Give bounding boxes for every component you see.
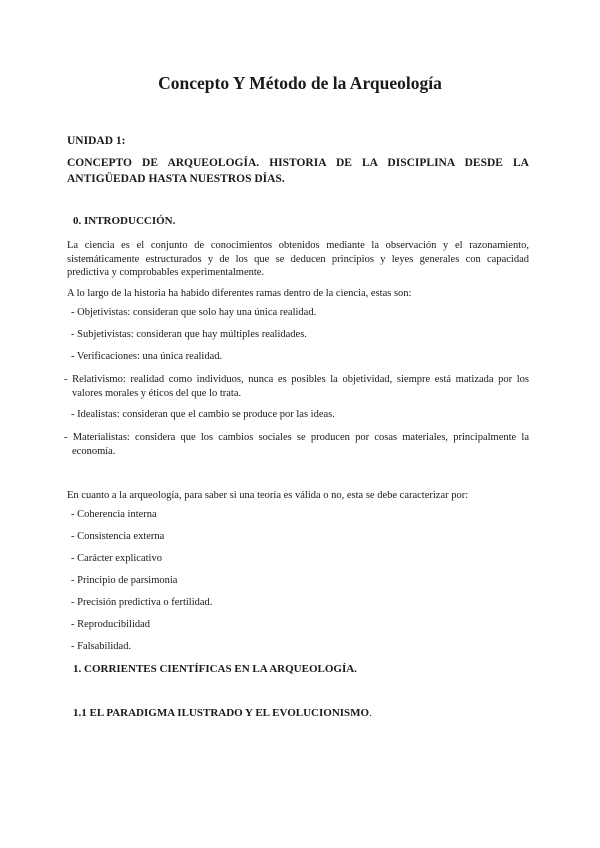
intro-paragraph-1-line: predictiva y comprobables experimentalmente. <box>67 267 265 278</box>
list-item-relativismo <box>64 373 529 400</box>
section-1-1-heading-period: . <box>369 707 372 719</box>
list-item-materialistas <box>64 431 529 458</box>
criteria-item: - Carácter explicativo <box>71 553 162 564</box>
list-item-verificaciones: - Verificaciones: una única realidad. <box>71 351 223 362</box>
intro-paragraph-1 <box>67 239 529 280</box>
list-item-materialistas-line: economía. <box>72 445 116 457</box>
intro-paragraph-1-line: La ciencia es el conjunto de conocimientos obtenidos mediante la observación y el razonamiento, <box>67 240 529 251</box>
intro-paragraph-3: En cuanto a la arqueología, para saber si una teoría es válida o no, esta se debe caracterizar por: <box>67 490 469 501</box>
document-title: Concepto Y Método de la Arqueología <box>158 73 442 93</box>
criteria-item: - Precisión predictiva o fertilidad. <box>71 597 213 608</box>
section-1-heading: 1. CORRIENTES CIENTÍFICAS EN LA ARQUEOLOGÍA. <box>73 663 357 675</box>
list-item-materialistas-line: - Materialistas: considera que los cambios sociales se producen por cosas materiales, principalmente la <box>64 432 529 443</box>
intro-heading: 0. INTRODUCCIÓN. <box>73 215 176 227</box>
criteria-item: - Principio de parsimonia <box>71 575 178 586</box>
list-item-relativismo-line: valores morales y éticos del que lo trata. <box>72 387 242 399</box>
unit-label: UNIDAD 1: <box>67 135 126 147</box>
section-1-1-heading <box>73 707 372 719</box>
criteria-item: - Falsabilidad. <box>71 641 132 652</box>
intro-paragraph-1-line: sistemáticamente estructurados y de los que se deducen principios y leyes generales con capacidad <box>67 253 529 265</box>
intro-paragraph-2: A lo largo de la historia ha habido diferentes ramas dentro de la ciencia, estas son: <box>67 288 412 299</box>
list-item-relativismo-line: - Relativismo: realidad como individuos, nunca es posibles la objetividad, siempre está matizada por los <box>64 374 529 385</box>
list-item-objetivistas: - Objetivistas: consideran que solo hay una única realidad. <box>71 307 317 318</box>
unit-heading <box>67 155 529 187</box>
criteria-item: - Reproducibilidad <box>71 619 151 630</box>
list-item-idealistas: - Idealistas: consideran que el cambio se produce por las ideas. <box>71 409 335 420</box>
unit-heading-line-2: ANTIGÜEDAD HASTA NUESTROS DÍAS. <box>67 173 285 185</box>
unit-heading-line-1: CONCEPTO DE ARQUEOLOGÍA. HISTORIA DE LA DISCIPLINA DESDE LA <box>67 157 529 169</box>
criteria-item: - Coherencia interna <box>71 509 157 520</box>
criteria-item: - Consistencia externa <box>71 531 165 542</box>
list-item-subjetivistas: - Subjetivistas: consideran que hay múltiples realidades. <box>71 329 307 340</box>
section-1-1-heading-text: 1.1 EL PARADIGMA ILUSTRADO Y EL EVOLUCIONISMO <box>73 707 370 719</box>
